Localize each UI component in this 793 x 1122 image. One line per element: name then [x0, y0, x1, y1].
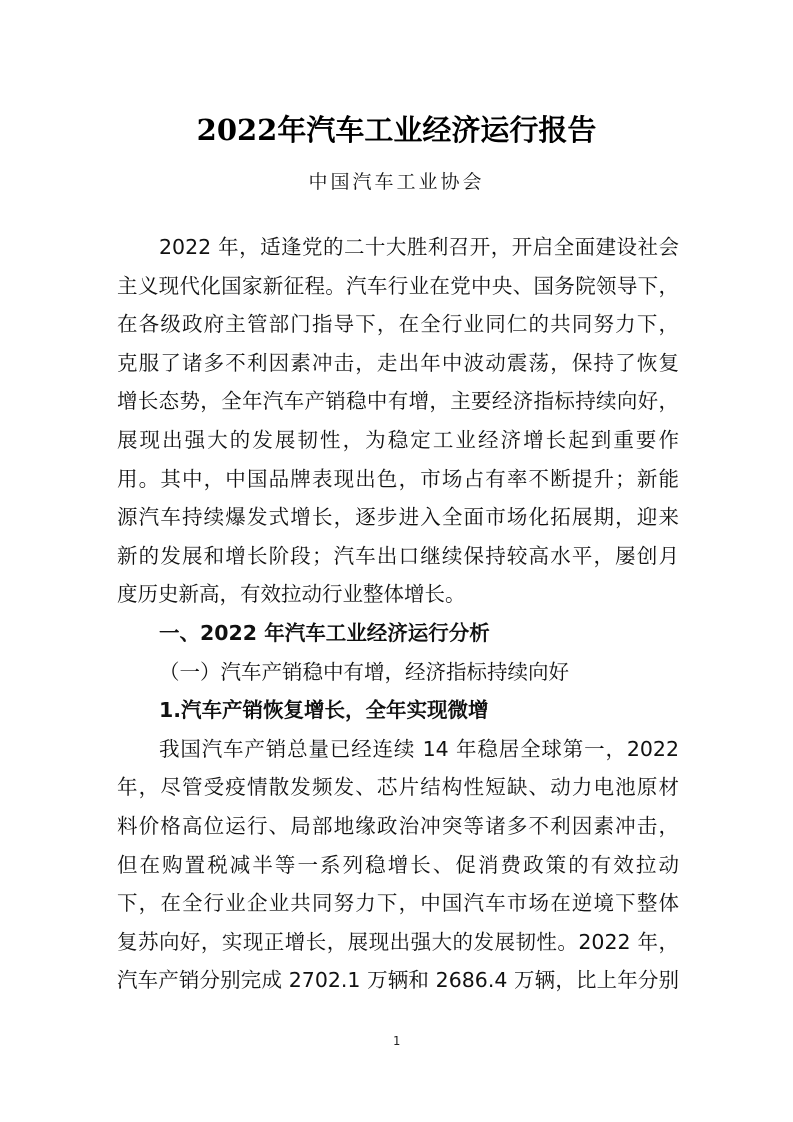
paragraph-line: 在各级政府主管部门指导下，在全行业同仁的共同努力下，	[117, 312, 679, 337]
paragraph-line: 复苏向好，实现正增长，展现出强大的发展韧性。2022 年，	[117, 929, 679, 954]
paragraph-line: 但在购置税减半等一系列稳增长、促消费政策的有效拉动	[117, 852, 679, 877]
paragraph-line: 克服了诸多不利因素冲击，走出年中波动震荡，保持了恢复	[117, 350, 679, 375]
page-number: 1	[392, 1034, 401, 1048]
paragraph-line: 展现出强大的发展韧性，为稳定工业经济增长起到重要作	[117, 427, 679, 452]
document-body	[117, 228, 679, 1000]
item-heading: 1.汽车产销恢复增长，全年实现微增	[159, 698, 489, 723]
intro-paragraph	[117, 228, 679, 614]
paragraph-line: 主义现代化国家新征程。汽车行业在党中央、国务院领导下，	[117, 273, 679, 298]
paragraph-line: 我国汽车产销总量已经连续 14 年稳居全球第一，2022	[159, 736, 679, 761]
paragraph-line: 度历史新高，有效拉动行业整体增长。	[117, 582, 466, 607]
subsection-heading: （一）汽车产销稳中有增，经济指标持续向好	[159, 659, 569, 684]
paragraph-line: 料价格高位运行、局部地缘政治冲突等诸多不利因素冲击，	[117, 813, 679, 838]
paragraph-line: 增长态势，全年汽车产销稳中有增，主要经济指标持续向好，	[117, 389, 679, 414]
document-title: 2022年汽车工业经济运行报告	[196, 113, 597, 147]
paragraph-line: 年，尽管受疫情散发频发、芯片结构性短缺、动力电池原材	[117, 775, 679, 800]
paragraph-line: 下，在全行业企业共同努力下，中国汽车市场在逆境下整体	[117, 891, 679, 916]
paragraph-line: 2022 年，适逢党的二十大胜利召开，开启全面建设社会	[159, 235, 679, 259]
document-author: 中国汽车工业协会	[308, 171, 485, 193]
production-sales-paragraph	[117, 730, 679, 1000]
paragraph-line: 新的发展和增长阶段；汽车出口继续保持较高水平，屡创月	[117, 543, 679, 568]
section-heading: 一、2022 年汽车工业经济运行分析	[159, 620, 490, 645]
paragraph-line: 源汽车持续爆发式增长，逐步进入全面市场化拓展期，迎来	[117, 505, 679, 530]
paragraph-line: 汽车产销分别完成 2702.1 万辆和 2686.4 万辆，比上年分别	[117, 968, 679, 993]
paragraph-line: 用。其中，中国品牌表现出色，市场占有率不断提升；新能	[117, 466, 679, 491]
